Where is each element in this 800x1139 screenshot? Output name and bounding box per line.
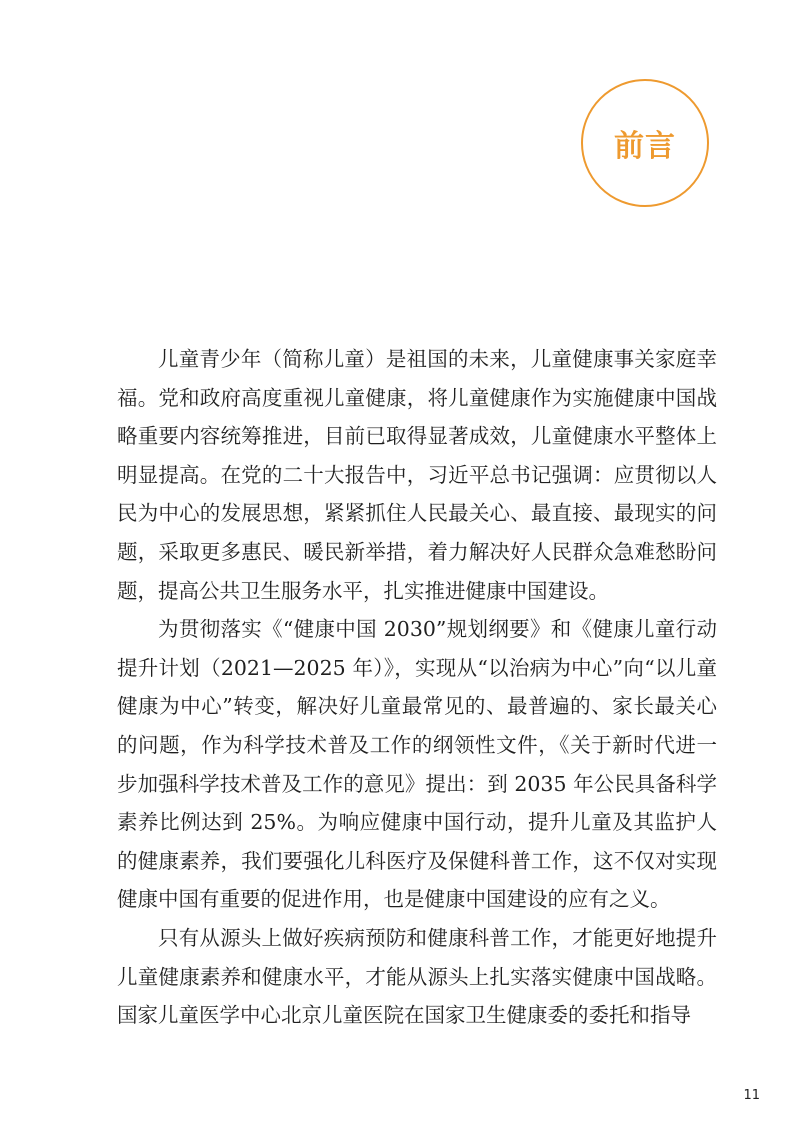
paragraph-2: 为贯彻落实《“健康中国 2030”规划纲要》和《健康儿童行动提升计划（2021—2025 年）》，实现从“以治病为中心”向“以儿童健康为中心”转变，解决好儿童最常见的、最普遍的、家长最关心的问题，作为科学技术普及工作的纲领性文件，《关于新时代进一步加强科学技术普及工作的意见》提出：到 2035 年公民具备科学素养比例达到 25%。为响应健康中国行动，提升儿童及其监护人的健康素养，我们要强化儿科医疗及保健科普工作，这不仅对实现健康中国有重要的促进作用，也是健康中国建设的应有之义。 [117,617,717,912]
page-number: 11 [743,1088,760,1103]
body-text [117,340,717,1035]
paragraph-1: 儿童青少年（简称儿童）是祖国的未来，儿童健康事关家庭幸福。党和政府高度重视儿童健康，将儿童健康作为实施健康中国战略重要内容统筹推进，目前已取得显著成效，儿童健康水平整体上明显提高。在党的二十大报告中，习近平总书记强调：应贯彻以人民为中心的发展思想，紧紧抓住人民最关心、最直接、最现实的问题，采取更多惠民、暖民新举措，着力解决好人民群众急难愁盼问题，提高公共卫生服务水平，扎实推进健康中国建设。 [117,347,717,603]
section-title-badge [581,79,709,207]
section-title: 前言 [614,129,676,164]
paragraph-3: 只有从源头上做好疾病预防和健康科普工作，才能更好地提升儿童健康素养和健康水平，才能从源头上扎实落实健康中国战略。国家儿童医学中心北京儿童医院在国家卫生健康委的委托和指导 [117,925,717,1028]
